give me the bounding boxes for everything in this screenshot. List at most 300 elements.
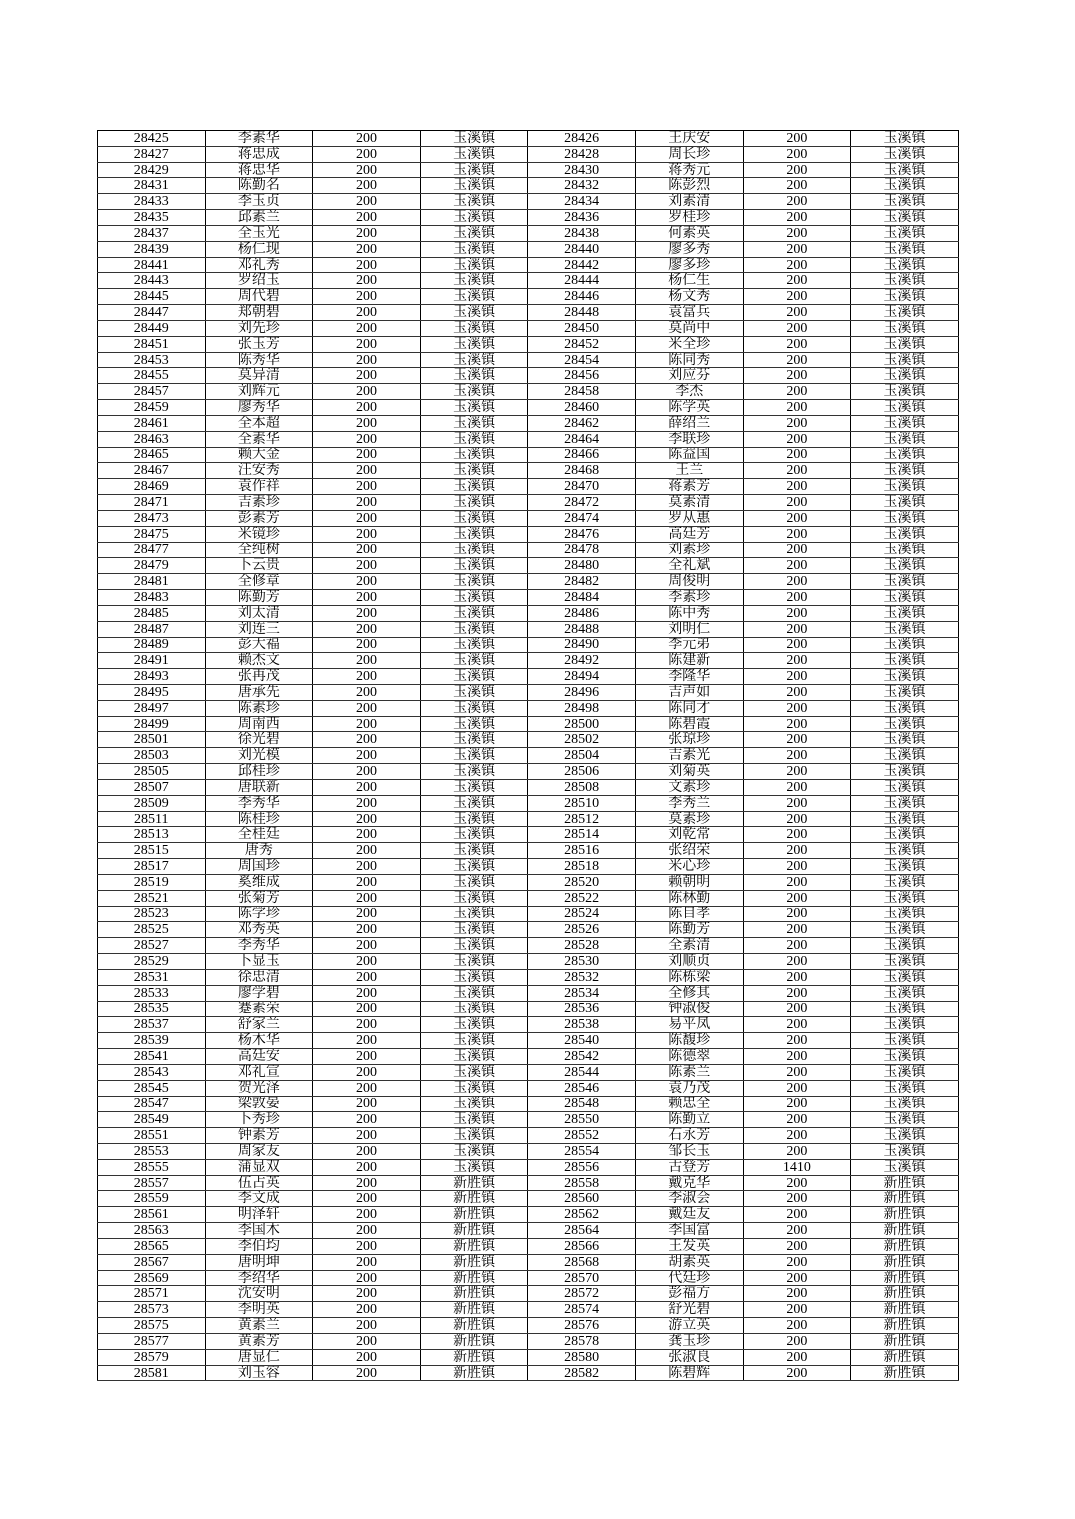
name-cell: 李绍华: [205, 1270, 313, 1286]
town-cell: 新胜镇: [420, 1254, 528, 1270]
id-cell: 28443: [98, 273, 206, 289]
amount-cell: 200: [313, 289, 421, 305]
id-cell: 28451: [98, 336, 206, 352]
town-cell: 玉溪镇: [420, 1033, 528, 1049]
town-cell: 玉溪镇: [851, 210, 959, 226]
id-cell: 28557: [98, 1175, 206, 1191]
table-row: [98, 1223, 959, 1239]
id-cell: 28530: [528, 954, 636, 970]
town-cell: 玉溪镇: [420, 574, 528, 590]
amount-cell: 200: [743, 368, 851, 384]
town-cell: 新胜镇: [420, 1270, 528, 1286]
id-cell: 28516: [528, 843, 636, 859]
town-cell: 玉溪镇: [420, 969, 528, 985]
table-row: [98, 732, 959, 748]
id-cell: 28441: [98, 257, 206, 273]
town-cell: 玉溪镇: [851, 874, 959, 890]
name-cell: 李隆华: [635, 669, 743, 685]
town-cell: 玉溪镇: [420, 922, 528, 938]
town-cell: 玉溪镇: [851, 400, 959, 416]
name-cell: 舒光碧: [635, 1302, 743, 1318]
name-cell: 陈桂珍: [205, 811, 313, 827]
amount-cell: 200: [313, 1159, 421, 1175]
town-cell: 新胜镇: [420, 1191, 528, 1207]
id-cell: 28464: [528, 431, 636, 447]
table-row: [98, 1033, 959, 1049]
name-cell: 刘先珍: [205, 320, 313, 336]
town-cell: 玉溪镇: [851, 194, 959, 210]
name-cell: 卜显玉: [205, 954, 313, 970]
town-cell: 玉溪镇: [420, 764, 528, 780]
amount-cell: 200: [743, 1064, 851, 1080]
name-cell: 袁富兵: [635, 305, 743, 321]
town-cell: 玉溪镇: [420, 431, 528, 447]
id-cell: 28515: [98, 843, 206, 859]
name-cell: 蒲显双: [205, 1159, 313, 1175]
id-cell: 28446: [528, 289, 636, 305]
id-cell: 28457: [98, 384, 206, 400]
name-cell: 文素珍: [635, 779, 743, 795]
town-cell: 玉溪镇: [420, 1064, 528, 1080]
town-cell: 玉溪镇: [420, 162, 528, 178]
amount-cell: 200: [313, 605, 421, 621]
town-cell: 玉溪镇: [420, 1112, 528, 1128]
id-cell: 28445: [98, 289, 206, 305]
id-cell: 28489: [98, 637, 206, 653]
amount-cell: 200: [743, 415, 851, 431]
amount-cell: 200: [743, 1333, 851, 1349]
town-cell: 玉溪镇: [851, 542, 959, 558]
name-cell: 戴廷友: [635, 1207, 743, 1223]
id-cell: 28430: [528, 162, 636, 178]
name-cell: 杨文秀: [635, 289, 743, 305]
id-cell: 28448: [528, 305, 636, 321]
amount-cell: 200: [313, 384, 421, 400]
town-cell: 新胜镇: [851, 1270, 959, 1286]
id-cell: 28453: [98, 352, 206, 368]
id-cell: 28437: [98, 225, 206, 241]
town-cell: 新胜镇: [851, 1238, 959, 1254]
name-cell: 卜云贵: [205, 558, 313, 574]
name-cell: 李淑会: [635, 1191, 743, 1207]
id-cell: 28496: [528, 684, 636, 700]
amount-cell: 200: [313, 1144, 421, 1160]
town-cell: 玉溪镇: [420, 590, 528, 606]
id-cell: 28576: [528, 1318, 636, 1334]
name-cell: 周国珍: [205, 859, 313, 875]
amount-cell: 200: [313, 621, 421, 637]
amount-cell: 200: [313, 257, 421, 273]
town-cell: 玉溪镇: [851, 257, 959, 273]
id-cell: 28432: [528, 178, 636, 194]
name-cell: 舒家兰: [205, 1017, 313, 1033]
town-cell: 玉溪镇: [851, 637, 959, 653]
town-cell: 玉溪镇: [851, 1112, 959, 1128]
name-cell: 黄素芳: [205, 1333, 313, 1349]
town-cell: 玉溪镇: [851, 811, 959, 827]
id-cell: 28507: [98, 779, 206, 795]
amount-cell: 200: [743, 1286, 851, 1302]
id-cell: 28526: [528, 922, 636, 938]
id-cell: 28511: [98, 811, 206, 827]
town-cell: 玉溪镇: [420, 779, 528, 795]
id-cell: 28528: [528, 938, 636, 954]
town-cell: 玉溪镇: [420, 732, 528, 748]
id-cell: 28497: [98, 700, 206, 716]
id-cell: 28478: [528, 542, 636, 558]
town-cell: 新胜镇: [851, 1223, 959, 1239]
town-cell: 玉溪镇: [420, 415, 528, 431]
town-cell: 玉溪镇: [420, 1001, 528, 1017]
town-cell: 玉溪镇: [420, 700, 528, 716]
town-cell: 玉溪镇: [851, 859, 959, 875]
name-cell: 唐秀: [205, 843, 313, 859]
table-row: [98, 1302, 959, 1318]
name-cell: 薛绍兰: [635, 415, 743, 431]
town-cell: 玉溪镇: [420, 1159, 528, 1175]
town-cell: 玉溪镇: [420, 1017, 528, 1033]
name-cell: 吉声如: [635, 684, 743, 700]
id-cell: 28556: [528, 1159, 636, 1175]
amount-cell: 200: [743, 558, 851, 574]
amount-cell: 200: [743, 241, 851, 257]
amount-cell: 200: [313, 431, 421, 447]
id-cell: 28469: [98, 479, 206, 495]
name-cell: 钟素芳: [205, 1128, 313, 1144]
table-row: [98, 368, 959, 384]
name-cell: 陈林勤: [635, 890, 743, 906]
name-cell: 陈同才: [635, 700, 743, 716]
amount-cell: 200: [743, 779, 851, 795]
town-cell: 玉溪镇: [420, 479, 528, 495]
name-cell: 梁敦晏: [205, 1096, 313, 1112]
table-row: [98, 479, 959, 495]
name-cell: 蒋忠华: [205, 162, 313, 178]
amount-cell: 200: [313, 938, 421, 954]
amount-cell: 200: [313, 795, 421, 811]
id-cell: 28462: [528, 415, 636, 431]
amount-cell: 200: [313, 637, 421, 653]
amount-cell: 200: [743, 1238, 851, 1254]
amount-cell: 200: [743, 669, 851, 685]
amount-cell: 200: [313, 495, 421, 511]
table-row: [98, 1349, 959, 1365]
name-cell: 唐联新: [205, 779, 313, 795]
amount-cell: 200: [313, 874, 421, 890]
amount-cell: 200: [743, 146, 851, 162]
amount-cell: 200: [743, 906, 851, 922]
town-cell: 新胜镇: [851, 1191, 959, 1207]
id-cell: 28529: [98, 954, 206, 970]
name-cell: 郑朝碧: [205, 305, 313, 321]
table-row: [98, 1365, 959, 1381]
table-row: [98, 447, 959, 463]
table-row: [98, 874, 959, 890]
town-cell: 玉溪镇: [851, 336, 959, 352]
name-cell: 廖多珍: [635, 257, 743, 273]
town-cell: 新胜镇: [420, 1302, 528, 1318]
amount-cell: 200: [743, 843, 851, 859]
town-cell: 玉溪镇: [851, 495, 959, 511]
name-cell: 邓秀英: [205, 922, 313, 938]
name-cell: 周长珍: [635, 146, 743, 162]
amount-cell: 200: [313, 732, 421, 748]
name-cell: 李国富: [635, 1223, 743, 1239]
town-cell: 玉溪镇: [851, 415, 959, 431]
id-cell: 28573: [98, 1302, 206, 1318]
town-cell: 玉溪镇: [851, 843, 959, 859]
town-cell: 玉溪镇: [851, 621, 959, 637]
town-cell: 玉溪镇: [420, 827, 528, 843]
town-cell: 玉溪镇: [420, 289, 528, 305]
amount-cell: 200: [313, 1286, 421, 1302]
town-cell: 玉溪镇: [420, 225, 528, 241]
name-cell: 袁乃茂: [635, 1080, 743, 1096]
town-cell: 玉溪镇: [420, 716, 528, 732]
id-cell: 28546: [528, 1080, 636, 1096]
id-cell: 28427: [98, 146, 206, 162]
amount-cell: 200: [743, 1033, 851, 1049]
table-row: [98, 574, 959, 590]
table-row: [98, 146, 959, 162]
name-cell: 张淑良: [635, 1349, 743, 1365]
amount-cell: 200: [313, 653, 421, 669]
amount-cell: 200: [313, 1254, 421, 1270]
name-cell: 张再茂: [205, 669, 313, 685]
town-cell: 玉溪镇: [851, 605, 959, 621]
id-cell: 28577: [98, 1333, 206, 1349]
id-cell: 28552: [528, 1128, 636, 1144]
id-cell: 28549: [98, 1112, 206, 1128]
name-cell: 王庆安: [635, 131, 743, 147]
name-cell: 陈勤芳: [635, 922, 743, 938]
id-cell: 28485: [98, 605, 206, 621]
amount-cell: 200: [743, 795, 851, 811]
town-cell: 玉溪镇: [420, 684, 528, 700]
table-row: [98, 938, 959, 954]
town-cell: 玉溪镇: [851, 795, 959, 811]
id-cell: 28504: [528, 748, 636, 764]
name-cell: 周俊明: [635, 574, 743, 590]
id-cell: 28523: [98, 906, 206, 922]
id-cell: 28581: [98, 1365, 206, 1381]
table-row: [98, 1270, 959, 1286]
id-cell: 28571: [98, 1286, 206, 1302]
id-cell: 28566: [528, 1238, 636, 1254]
id-cell: 28475: [98, 526, 206, 542]
name-cell: 张琼珍: [635, 732, 743, 748]
amount-cell: 200: [313, 542, 421, 558]
id-cell: 28499: [98, 716, 206, 732]
id-cell: 28428: [528, 146, 636, 162]
amount-cell: 200: [313, 273, 421, 289]
id-cell: 28479: [98, 558, 206, 574]
amount-cell: 200: [313, 352, 421, 368]
id-cell: 28474: [528, 510, 636, 526]
town-cell: 玉溪镇: [851, 225, 959, 241]
amount-cell: 200: [743, 479, 851, 495]
id-cell: 28522: [528, 890, 636, 906]
name-cell: 蹇素荣: [205, 1001, 313, 1017]
table-row: [98, 336, 959, 352]
id-cell: 28442: [528, 257, 636, 273]
table-row: [98, 558, 959, 574]
town-cell: 玉溪镇: [851, 716, 959, 732]
id-cell: 28494: [528, 669, 636, 685]
id-cell: 28490: [528, 637, 636, 653]
name-cell: 米全珍: [635, 336, 743, 352]
amount-cell: 200: [313, 890, 421, 906]
amount-cell: 200: [743, 1080, 851, 1096]
id-cell: 28467: [98, 463, 206, 479]
table-row: [98, 764, 959, 780]
id-cell: 28431: [98, 178, 206, 194]
town-cell: 玉溪镇: [420, 273, 528, 289]
name-cell: 陈建新: [635, 653, 743, 669]
table-row: [98, 210, 959, 226]
name-cell: 刘素珍: [635, 542, 743, 558]
name-cell: 刘连三: [205, 621, 313, 637]
amount-cell: 200: [743, 621, 851, 637]
town-cell: 玉溪镇: [851, 985, 959, 1001]
amount-cell: 200: [743, 1175, 851, 1191]
amount-cell: 200: [313, 305, 421, 321]
amount-cell: 200: [743, 922, 851, 938]
town-cell: 玉溪镇: [420, 811, 528, 827]
id-cell: 28458: [528, 384, 636, 400]
name-cell: 张菊芳: [205, 890, 313, 906]
town-cell: 新胜镇: [851, 1175, 959, 1191]
name-cell: 汪安秀: [205, 463, 313, 479]
table-row: [98, 510, 959, 526]
town-cell: 玉溪镇: [420, 954, 528, 970]
id-cell: 28560: [528, 1191, 636, 1207]
name-cell: 米镜珍: [205, 526, 313, 542]
amount-cell: 200: [743, 1270, 851, 1286]
id-cell: 28439: [98, 241, 206, 257]
amount-cell: 200: [743, 1112, 851, 1128]
town-cell: 玉溪镇: [420, 447, 528, 463]
name-cell: 李文成: [205, 1191, 313, 1207]
amount-cell: 200: [313, 241, 421, 257]
name-cell: 唐承先: [205, 684, 313, 700]
town-cell: 玉溪镇: [420, 906, 528, 922]
name-cell: 彭素芳: [205, 510, 313, 526]
name-cell: 陈彭烈: [635, 178, 743, 194]
town-cell: 玉溪镇: [851, 320, 959, 336]
town-cell: 玉溪镇: [420, 400, 528, 416]
id-cell: 28492: [528, 653, 636, 669]
id-cell: 28569: [98, 1270, 206, 1286]
id-cell: 28535: [98, 1001, 206, 1017]
amount-cell: 200: [313, 463, 421, 479]
amount-cell: 200: [313, 1096, 421, 1112]
id-cell: 28452: [528, 336, 636, 352]
name-cell: 蒋素芳: [635, 479, 743, 495]
town-cell: 玉溪镇: [420, 336, 528, 352]
town-cell: 玉溪镇: [420, 495, 528, 511]
town-cell: 玉溪镇: [851, 574, 959, 590]
amount-cell: 200: [743, 1144, 851, 1160]
table-row: [98, 415, 959, 431]
town-cell: 玉溪镇: [851, 1128, 959, 1144]
table-row: [98, 985, 959, 1001]
town-cell: 玉溪镇: [851, 1159, 959, 1175]
amount-cell: 200: [743, 210, 851, 226]
name-cell: 龚玉珍: [635, 1333, 743, 1349]
town-cell: 玉溪镇: [851, 273, 959, 289]
town-cell: 玉溪镇: [851, 289, 959, 305]
town-cell: 玉溪镇: [420, 985, 528, 1001]
name-cell: 邹长玉: [635, 1144, 743, 1160]
id-cell: 28454: [528, 352, 636, 368]
town-cell: 玉溪镇: [851, 479, 959, 495]
town-cell: 玉溪镇: [851, 1001, 959, 1017]
amount-cell: 200: [743, 954, 851, 970]
name-cell: 徐光碧: [205, 732, 313, 748]
town-cell: 玉溪镇: [420, 146, 528, 162]
id-cell: 28435: [98, 210, 206, 226]
id-cell: 28533: [98, 985, 206, 1001]
town-cell: 新胜镇: [851, 1349, 959, 1365]
name-cell: 陈勤名: [205, 178, 313, 194]
table-row: [98, 590, 959, 606]
table-body: [98, 131, 959, 1381]
amount-cell: 200: [313, 1270, 421, 1286]
table-row: [98, 495, 959, 511]
id-cell: 28572: [528, 1286, 636, 1302]
table-row: [98, 890, 959, 906]
id-cell: 28563: [98, 1223, 206, 1239]
amount-cell: 200: [313, 558, 421, 574]
name-cell: 彭福方: [635, 1286, 743, 1302]
name-cell: 高廷芳: [635, 526, 743, 542]
amount-cell: 200: [743, 590, 851, 606]
name-cell: 李素珍: [635, 590, 743, 606]
id-cell: 28429: [98, 162, 206, 178]
name-cell: 全素清: [635, 938, 743, 954]
amount-cell: 200: [313, 368, 421, 384]
town-cell: 玉溪镇: [851, 1033, 959, 1049]
amount-cell: 200: [313, 669, 421, 685]
name-cell: 赖朝明: [635, 874, 743, 890]
town-cell: 玉溪镇: [420, 178, 528, 194]
amount-cell: 200: [313, 210, 421, 226]
id-cell: 28553: [98, 1144, 206, 1160]
id-cell: 28484: [528, 590, 636, 606]
id-cell: 28512: [528, 811, 636, 827]
amount-cell: 200: [743, 827, 851, 843]
name-cell: 莫素清: [635, 495, 743, 511]
table-row: [98, 1017, 959, 1033]
amount-cell: 200: [743, 225, 851, 241]
id-cell: 28545: [98, 1080, 206, 1096]
amount-cell: 200: [743, 605, 851, 621]
id-cell: 28465: [98, 447, 206, 463]
id-cell: 28568: [528, 1254, 636, 1270]
table-row: [98, 1128, 959, 1144]
id-cell: 28456: [528, 368, 636, 384]
amount-cell: 200: [313, 954, 421, 970]
table-row: [98, 194, 959, 210]
id-cell: 28521: [98, 890, 206, 906]
town-cell: 新胜镇: [420, 1365, 528, 1381]
name-cell: 李玉贞: [205, 194, 313, 210]
name-cell: 刘太清: [205, 605, 313, 621]
name-cell: 周家友: [205, 1144, 313, 1160]
name-cell: 陈同秀: [635, 352, 743, 368]
amount-cell: 200: [313, 1080, 421, 1096]
